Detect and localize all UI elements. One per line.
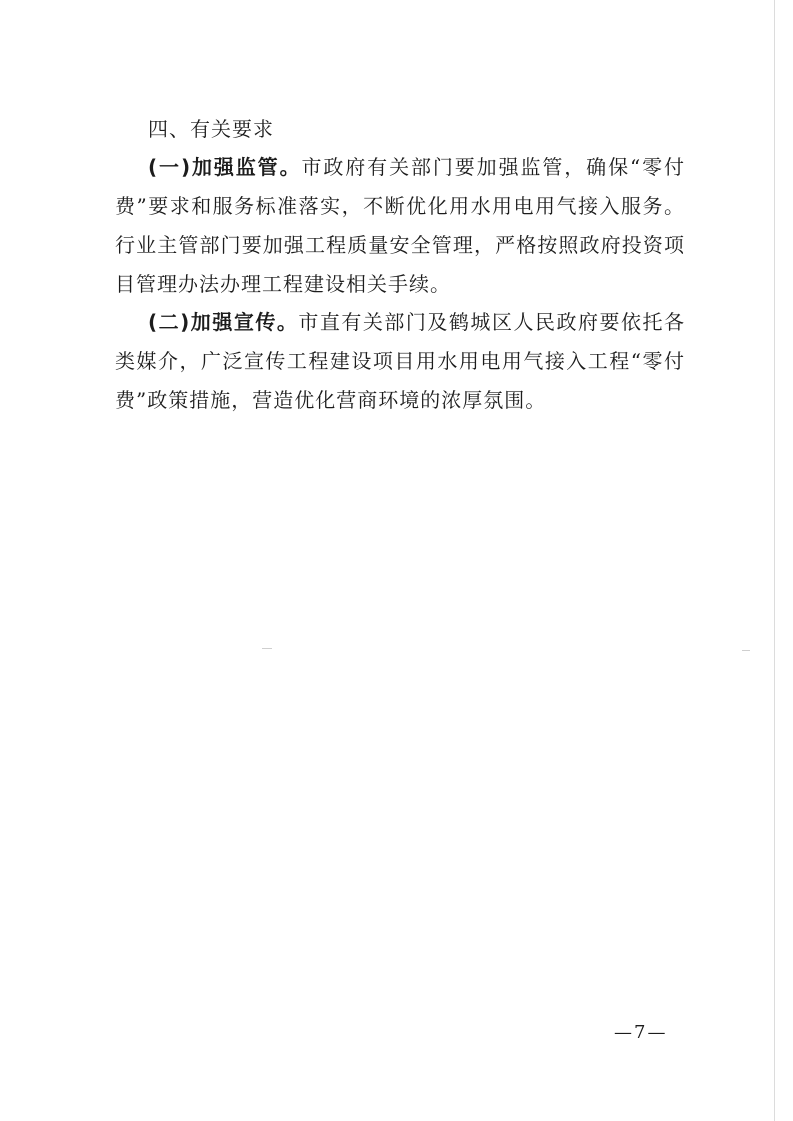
paragraph-strengthen-publicity (115, 303, 685, 420)
paragraph-text: 市直有关部门及鹤城区人民政府要依托各类媒介，广泛宣传工程建设项目用水用电用气接入工程“零付费”政策措施，营造优化营商环境的浓厚氛围。 (115, 310, 686, 412)
section-heading: 四、有关要求 (148, 117, 274, 141)
scan-speck (742, 650, 750, 651)
scan-speck (262, 648, 272, 649)
paragraph-lead: (一)加强监管。 (148, 155, 302, 179)
paragraph-text: 市政府有关部门要加强监管，确保“零付费”要求和服务标准落实，不断优化用水用电用气接入服务。行业主管部门要加强工程质量安全管理，严格按照政府投资项目管理办法办理工程建设相关手续。 (115, 155, 685, 296)
paragraph-lead: (二)加强宣传。 (148, 310, 299, 334)
paragraph-strengthen-supervision (115, 148, 685, 304)
scan-edge-line (774, 0, 775, 1121)
page-number: —7— (614, 1022, 668, 1043)
